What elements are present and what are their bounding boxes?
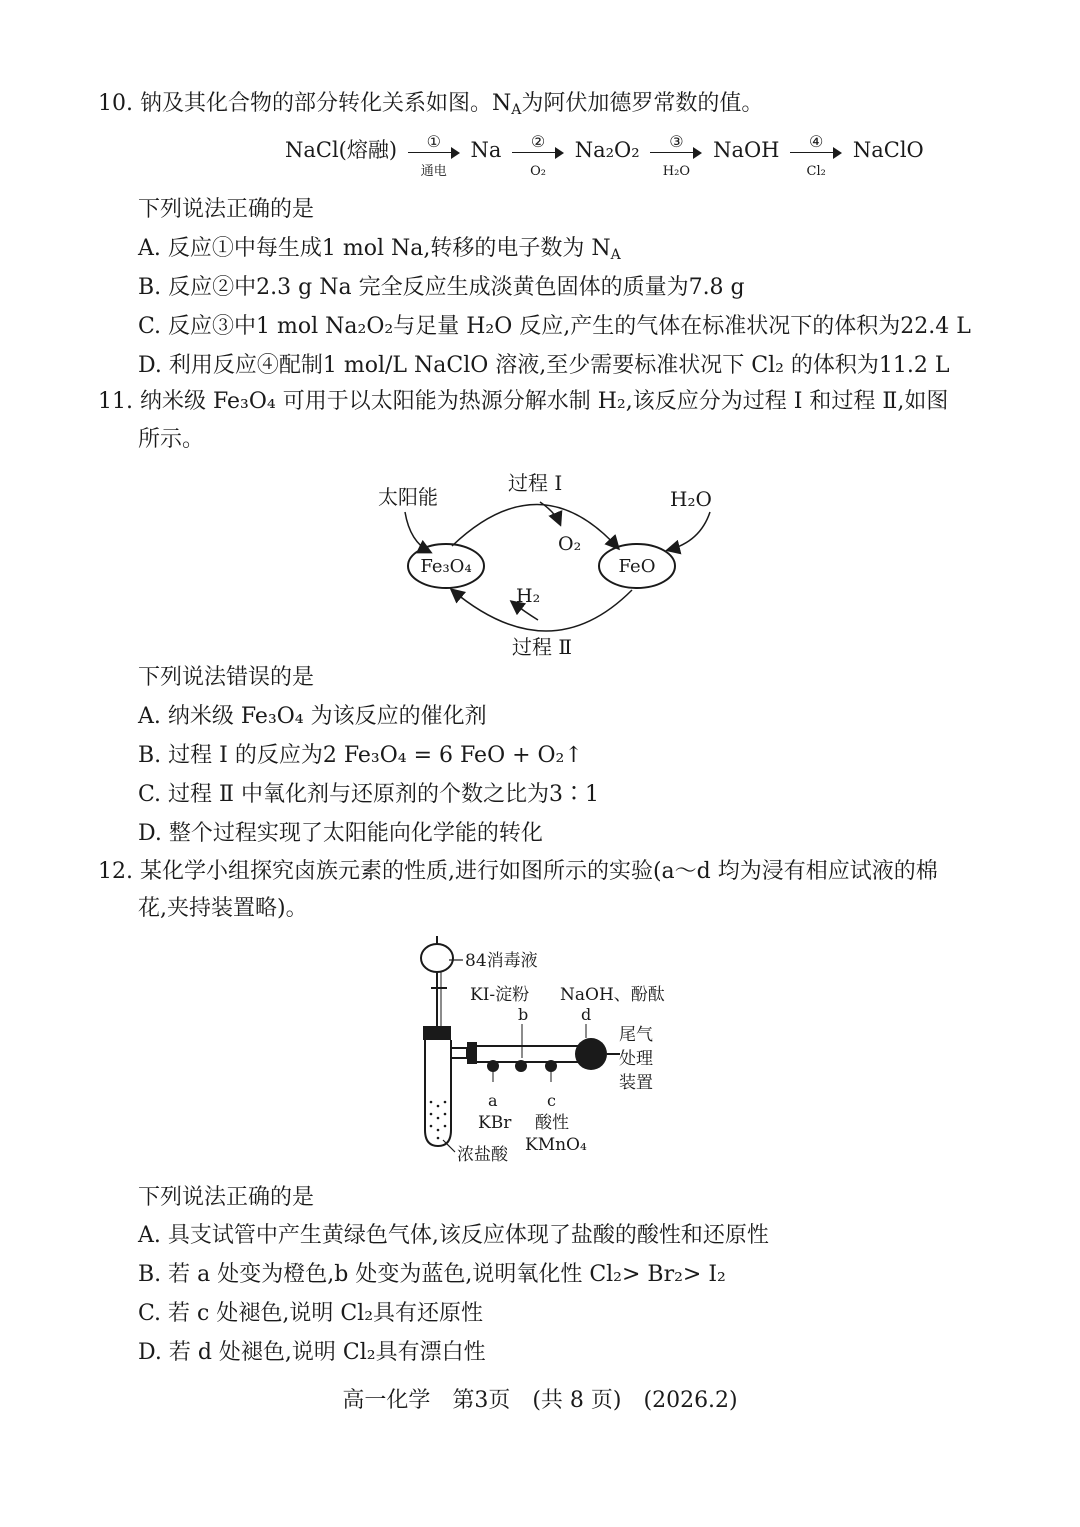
q10-stem: 10. 钠及其化合物的部分转化关系如图。$N_A$为阿伏加德罗常数的值。 (98, 91, 764, 118)
q11-stem-1: 11. 纳米级 Fe₃O₄ 可用于以太阳能为热源分解水制 H₂,该反应分为过程 Ⅰ 和过程 Ⅱ,如图 (98, 389, 949, 414)
label-hcl: 浓盐酸 (457, 1145, 508, 1165)
q10-option-c: C. 反应③中1 mol Na₂O₂与足量 H₂O 反应,产生的气体在标准状况下的体积为22.4 L (138, 314, 971, 339)
q10-prompt: 下列说法正确的是 (138, 197, 315, 222)
species-naoh: NaOH (713, 138, 780, 162)
label-fe3o4: Fe₃O₄ (420, 556, 472, 577)
q11-option-b: B. 过程 Ⅰ 的反应为2 Fe₃O₄ = 6 FeO + O₂↑ (138, 743, 583, 768)
q12-apparatus (405, 930, 695, 1170)
label-process-1: 过程 Ⅰ (508, 471, 563, 495)
label-h2: H₂ (516, 585, 541, 607)
label-b: b (518, 1005, 529, 1024)
page-footer: 高一化学 第3页 (共 8 页) (2026.2) (342, 1388, 738, 1413)
q12-stem-1: 12. 某化学小组探究卤族元素的性质,进行如图所示的实验(a～d 均为浸有相应试液的棉 (98, 859, 938, 884)
arrow-solar (405, 512, 430, 552)
q10-option-b: B. 反应②中2.3 g Na 完全反应生成淡黄色固体的质量为7.8 g (138, 275, 745, 300)
label-solar: 太阳能 (378, 485, 438, 509)
label-tail-1: 尾气 (619, 1025, 653, 1045)
stopper (423, 1026, 451, 1040)
connector (467, 1042, 477, 1064)
label-naoh: NaOH、酚酞 (560, 985, 665, 1005)
label-d: d (581, 1005, 592, 1024)
cotton-d-bulb (575, 1038, 607, 1070)
label-kmno4: KMnO₄ (525, 1135, 587, 1155)
cotton-c (545, 1060, 557, 1072)
label-bleach: 84消毒液 (465, 951, 538, 971)
label-tail-2: 处理 (619, 1049, 653, 1069)
q10-option-a: A. 反应①中每生成1 mol Na,转移的电子数为 $N_A$ (138, 236, 621, 263)
species-na2o2: Na₂O₂ (574, 138, 640, 162)
hydrochloric-acid-liquid (430, 1101, 447, 1140)
label-water: H₂O (670, 487, 712, 511)
label-c: c (547, 1091, 556, 1110)
cotton-b (515, 1060, 527, 1072)
arrow-process-2 (452, 590, 632, 631)
label-tail-3: 装置 (619, 1073, 653, 1093)
q12-option-b: B. 若 a 处变为橙色,b 处变为蓝色,说明氧化性 Cl₂> Br₂> I₂ (138, 1262, 726, 1287)
q12-prompt: 下列说法正确的是 (138, 1185, 315, 1210)
species-na: Na (470, 138, 502, 162)
label-o2: O₂ (558, 533, 582, 555)
arrow-water (668, 512, 710, 550)
q12-option-c: C. 若 c 处褪色,说明 Cl₂具有还原性 (138, 1301, 484, 1326)
arrow-4: ④ Cl₂ (790, 137, 842, 167)
q11-option-a: A. 纳米级 Fe₃O₄ 为该反应的催化剂 (138, 704, 487, 729)
arrow-1: ① 通电 (408, 137, 460, 167)
label-acidic: 酸性 (535, 1113, 569, 1133)
arrow-3: ③ H₂O (650, 137, 702, 167)
label-ki-starch: KI-淀粉 (470, 985, 530, 1005)
cotton-a (487, 1060, 499, 1072)
species-naclo: NaClO (852, 138, 924, 162)
label-process-2: 过程 Ⅱ (512, 635, 572, 659)
q12-option-a: A. 具支试管中产生黄绿色气体,该反应体现了盐酸的酸性和还原性 (138, 1223, 769, 1248)
q11-option-d: D. 整个过程实现了太阳能向化学能的转化 (138, 821, 543, 846)
species-nacl: NaCl(熔融) (285, 138, 398, 162)
q11-option-c: C. 过程 Ⅱ 中氧化剂与还原剂的个数之比为3∶1 (138, 782, 599, 807)
q11-prompt: 下列说法错误的是 (138, 665, 315, 690)
arrow-2: ② O₂ (512, 137, 564, 167)
q11-stem-2: 所示。 (138, 427, 205, 452)
q12-stem-2: 花,夹持装置略)。 (138, 896, 308, 921)
label-a: a (488, 1091, 498, 1110)
dropping-funnel (421, 944, 453, 972)
q10-option-d: D. 利用反应④配制1 mol/L NaClO 溶液,至少需要标准状况下 Cl₂ 的体积为11.2 L (138, 353, 950, 378)
q10-reaction-chain (285, 131, 924, 179)
arrow-process-1 (452, 504, 618, 548)
label-kbr: KBr (478, 1113, 512, 1133)
q12-option-d: D. 若 d 处褪色,说明 Cl₂具有漂白性 (138, 1340, 486, 1365)
label-feo: FeO (618, 556, 656, 577)
q11-cycle-diagram (360, 462, 740, 662)
